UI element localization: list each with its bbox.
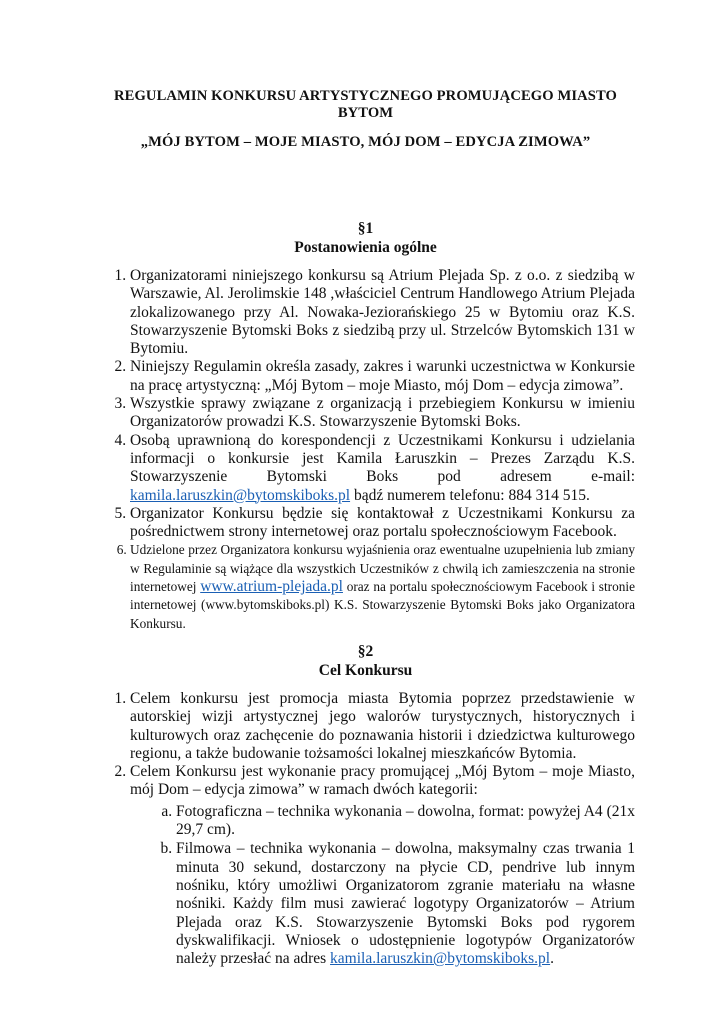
email-link[interactable]: kamila.laruszkin@bytomskiboks.pl [330, 950, 551, 968]
document-title-line1: REGULAMIN KONKURSU ARTYSTYCZNEGO PROMUJĄCEGO MIASTO BYTOM [114, 88, 617, 121]
section2-sublist [130, 803, 635, 969]
list-item: 1. Celem konkursu jest promocja miasta Bytomia poprzez przedstawienie w autorskiej wizji artystycznej jego walorów turystycznych, historycznych i kulturowych oraz zachęcenie do poznawania historii i dziedzictwa kulturowego regionu, a także budowanie tożsamości lokalnej mieszkańców Bytomia. [130, 690, 635, 763]
sub-list-item: b. Filmowa – technika wykonania – dowolna, maksymalny czas trwania 1 minuta 30 sekund, dostarczony na płycie CD, pendrive lub innym nośniku, który umożliwi Organizatorom zgranie materiału na własne nośniki. Każdy film musi zawierać logotypy Organizatorów – Atrium Plejada oraz K.S. Stowarzyszenie Bytomski Boks pod rygorem dyskwalifikacji. Wniosek o udostępnienie logotypów Organizatorów należy przesłać na adres kamila.laruszkin@bytomskiboks.pl. [176, 840, 635, 968]
list-item: 2. Celem Konkursu jest wykonanie pracy promującej „Mój Bytom – moje Miasto, mój Dom – edycja zimowa” w ramach dwóch kategorii: a. Fotograficzna – technika wykonania – dowolna, format: powyżej A4 (21x 29,7 cm). b. Filmowa – technika wykonania – dowolna, maksymalny czas trwania 1 minuta 30 sekund, dostarczony na płycie CD, pendrive lub innym nośniku, który umożliwi Organizatorom zgranie materiału na własne nośniki. Każdy film musi zawierać logotypy Organizatorów – Atrium Plejada oraz K.S. Stowarzyszenie Bytomski Boks pod rygorem dyskwalifikacji. Wniosek o udostępnienie logotypów Organizatorów należy przesłać na adres kamila.laruszkin@bytomskiboks.pl. [130, 763, 635, 968]
document-title-line2: „MÓJ BYTOM – MOJE MIASTO, MÓJ DOM – EDYCJA ZIMOWA” [140, 134, 591, 150]
section1-title: Postanowienia ogólne [294, 239, 437, 256]
list-item: 6. Udzielone przez Organizatora konkursu wyjaśnienia oraz ewentualne uzupełnienia lub zmiany w Regulaminie są wiążące dla wszystkich Uczestników z chwilą ich zamieszczenia na stronie internetowej www.atrium-plejada.pl oraz na portalu społecznościowym Facebook i stronie internetowej (www.bytomskiboks.pl) K.S. Stowarzyszenie Bytomski Boks jako Organizatora Konkursu. [130, 541, 635, 632]
section2-list [96, 690, 635, 968]
section2-title: Cel Konkursu [318, 661, 413, 679]
list-item: 4. Osobą uprawnioną do korespondencji z Uczestnikami Konkursu i udzielania informacji o konkursie jest Kamila Łaruszkin – Prezes Zarządu K.S. Stowarzyszenie Bytomski Boks pod adresem e-mail: kamila.laruszkin@bytomskiboks.pl bądź numerem telefonu: 884 314 515. [130, 432, 635, 505]
list-item: 1. Organizatorami niniejszego konkursu są Atrium Plejada Sp. z o.o. z siedzibą w Warszawie, Al. Jerolimskie 148 ,właściciel Centrum Handlowego Atrium Plejada zlokalizowanego przy Al. Nowaka-Jeziorańskiego 25 w Bytomiu oraz K.S. Stowarzyszenie Bytomski Boks z siedzibą przy ul. Strzelców Bytomskich 131 w Bytomiu. [130, 267, 635, 358]
sub-list-item: a. Fotograficzna – technika wykonania – dowolna, format: powyżej A4 (21x 29,7 cm). [176, 803, 635, 840]
website-link[interactable]: www.atrium-plejada.pl [200, 578, 343, 596]
list-item: 5. Organizator Konkursu będzie się kontaktował z Uczestnikami Konkursu za pośrednictwem strony internetowej oraz portalu społecznościowym Facebook. [130, 505, 635, 542]
section1-number: §1 [357, 220, 374, 237]
list-item: 3. Wszystkie sprawy związane z organizacją i przebiegiem Konkursu w imieniu Organizatorów prowadzi K.S. Stowarzyszenie Bytomski Boks. [130, 395, 635, 432]
section1-list [96, 267, 635, 633]
email-link[interactable]: kamila.laruszkin@bytomskiboks.pl [130, 486, 351, 504]
section2-number: §2 [357, 642, 374, 660]
list-item: 2. Niniejszy Regulamin określa zasady, zakres i warunki uczestnictwa w Konkursie na pracę artystyczną: „Mój Bytom – moje Miasto, mój Dom – edycja zimowa”. [130, 358, 635, 395]
